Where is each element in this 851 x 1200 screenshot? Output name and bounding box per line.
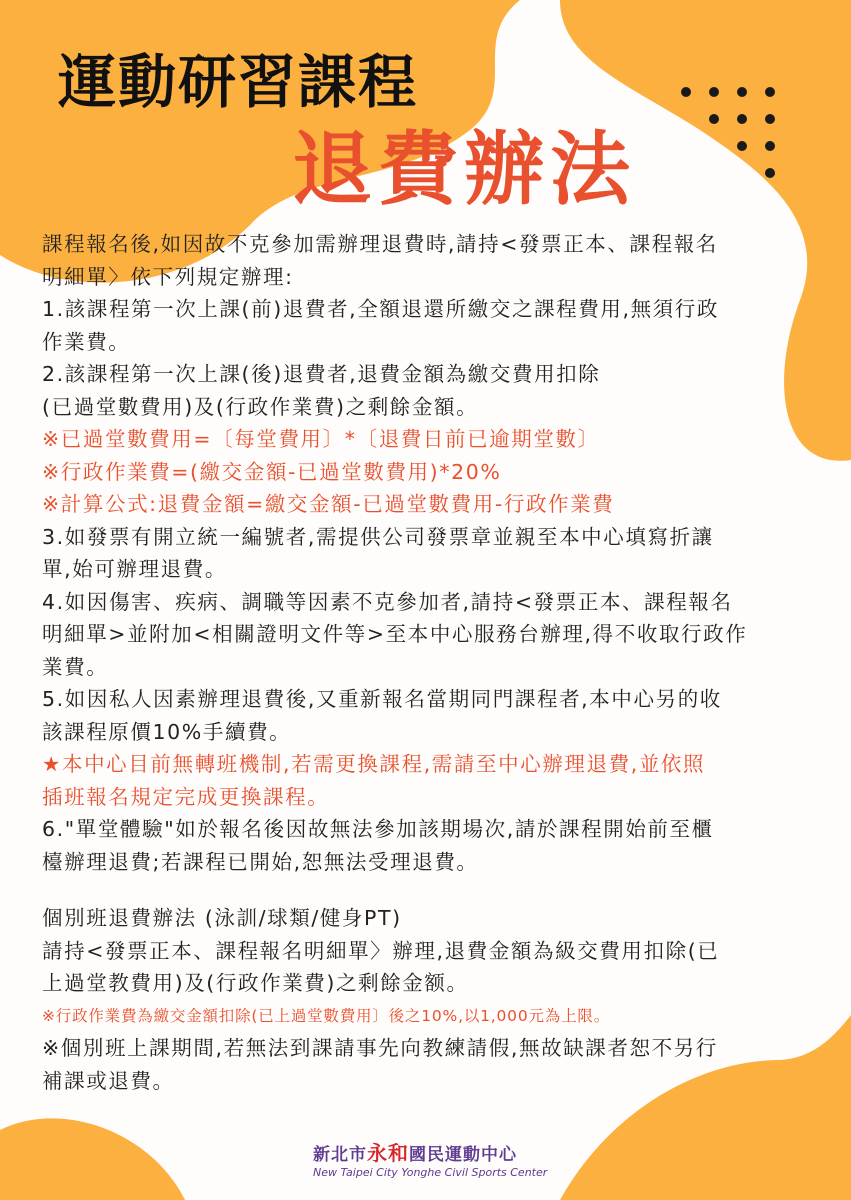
rule-6-line: 6."單堂體驗"如於報名後因故無法參加該期場次,請於課程開始前至櫃: [42, 817, 714, 841]
center-english-name: New Taipei City Yonghe Civil Sports Center: [313, 1166, 548, 1179]
section-spacer: [42, 878, 817, 902]
formula-note: ※已過堂數費用=〔每堂費用〕*〔退費日前已逾期堂數〕: [42, 427, 600, 451]
rule-3-line: 單,始可辦理退費。: [42, 557, 227, 581]
policy-body: [42, 228, 817, 1097]
formula-note: ※行政作業費=(繳交金額-已過堂數費用)*20%: [42, 459, 502, 484]
transfer-notice: 插班報名規定完成更換課程。: [42, 784, 330, 809]
private-class-line: 上過堂教費用)及(行政作業費)之剩餘金额。: [42, 971, 469, 995]
bottom-left-blob: [0, 1118, 185, 1200]
rule-6-line: 檯辦理退費;若課程已開始,恕無法受理退費。: [42, 849, 479, 874]
rule-4-line: 業費。: [42, 654, 109, 679]
rule-1-line: 1.該課程第一次上課(前)退費者,全額退還所繳交之課程費用,無須行政: [42, 297, 719, 321]
rule-5-line: 5.如因私人因素辦理退費後,又重新報名當期同門課程者,本中心另的收: [42, 687, 722, 711]
intro-line: 明細單〉依下列規定辦理:: [42, 264, 294, 289]
intro-line: 課程報名後,如因故不克參加需辦理退費時,請持<發票正本、課程報名: [42, 232, 718, 256]
center-logo: [313, 1137, 548, 1179]
title-line-1: 運動研習課程: [58, 48, 419, 116]
rule-4-line: 4.如因傷害、疾病、調職等因素不克參加者,請持<發票正本、課程報名: [42, 589, 733, 614]
center-name-highlight: 永和: [367, 1141, 409, 1165]
rule-1-line: 作業費。: [42, 329, 131, 354]
formula-note: ※計算公式:退費金額=繳交金額-已過堂數費用-行政作業費: [42, 492, 615, 516]
title-line-2: 退費辦法: [292, 123, 636, 216]
center-name-prefix: 新北市: [313, 1145, 367, 1165]
rule-4-line: 明細單>並附加<相關證明文件等>至本中心服務台辦理,得不收取行政作: [42, 622, 748, 646]
transfer-notice: ★本中心目前無轉班機制,若需更換課程,需請至中心辦理退費,並依照: [42, 752, 706, 776]
center-name-suffix: 國民運動中心: [409, 1145, 517, 1165]
private-class-line: 請持<發票正本、課程報名明細單〉辦理,退費金額為級交費用扣除(已: [42, 938, 720, 963]
private-class-heading: 個別班退費辦法 (泳訓/球類/健身PT): [42, 906, 402, 930]
rule-5-line: 該課程原價10%手續費。: [42, 719, 292, 744]
center-name: [313, 1137, 543, 1166]
private-class-line: 補課或退費。: [42, 1068, 175, 1093]
rule-3-line: 3.如發票有開立統一編號者,需提供公司發票章並親至本中心填寫折讓: [42, 524, 714, 549]
rule-2-line: 2.該課程第一次上課(後)退費者,退費金額為繳交費用扣除: [42, 362, 601, 386]
private-class-fee-note: ※行政作業費為繳交金額扣除(已上過堂數費用〕後之10%,以1,000元為上限。: [42, 1006, 610, 1025]
private-class-line: ※個別班上課期間,若無法到課請事先向教練請假,無故缺課者恕不另行: [42, 1036, 718, 1060]
dot-grid-decoration: [680, 86, 790, 184]
rule-2-line: (已過堂數費用)及(行政作業費)之剩餘金額。: [42, 394, 479, 419]
